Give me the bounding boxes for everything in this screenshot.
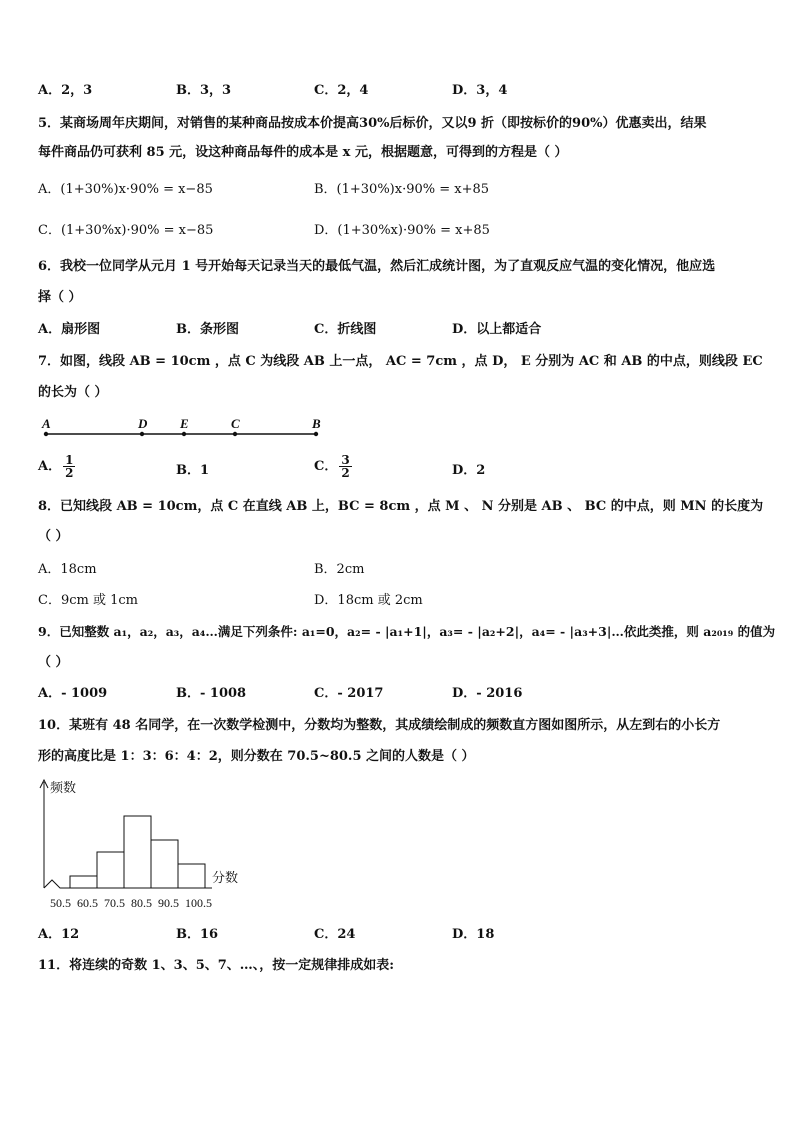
q10-option-a: A．12 [38,927,80,942]
q10-option-c: C．24 [314,927,356,942]
histogram-bar-1 [70,876,97,888]
fraction-denominator: 2 [341,466,350,480]
q5-stem-line1: 5．某商场周年庆期间，对销售的某种商品按成本价提高30%后标价，又以9 折（即按标价的90%）优惠卖出，结果 [38,116,707,131]
q5-option-d: D．(1+30%x)·90% = x+85 [314,223,490,238]
q7-option-a [38,454,75,479]
point-e-dot [182,432,186,436]
q5-option-a: A．(1+30%)x·90% = x−85 [38,182,213,197]
y-axis-label: 频数 [50,780,77,795]
point-e-label: E [180,416,189,431]
q10-option-d: D．18 [452,927,495,942]
q6-option-d: D．以上都适合 [452,322,542,337]
point-d-label: D [138,416,148,431]
q10-stem-line1: 10．某班有 48 名同学，在一次数学检测中，分数均为整数，其成绩绘制成的频数直方图如图所示，从左到右的小长方 [38,718,721,733]
q4-option-c: C．2，4 [314,83,369,98]
q9-stem-line1: 9．已知整数 a₁，a₂，a₃，a₄…满足下列条件: a₁=0，a₂= - |a₁+1|，a₃= - |a₂+2|，a₄= - |a₃+3|…依此类推，则 a₂₀₁₉ 的值为 [38,624,776,639]
point-c-dot [233,432,237,436]
point-c-label: C [231,416,240,431]
q7-stem-line1: 7．如图，线段 AB = 10cm ，点 C 为线段 AB 上一点， AC = 7cm ，点 D， E 分别为 AC 和 AB 的中点，则线段 EC [38,354,763,369]
fraction-numerator: 3 [341,453,350,467]
q7-segment-figure [38,414,338,444]
fraction-denominator: 2 [65,466,74,480]
point-a-label: A [42,416,51,431]
q8-stem-line1: 8．已知线段 AB = 10cm，点 C 在直线 AB 上，BC = 8cm ，点 M 、 N 分别是 AB 、 BC 的中点，则 MN 的长度为 [38,499,764,514]
q8-option-c: C．9cm 或 1cm [38,593,138,608]
x-tick-label: 90.5 [158,896,179,910]
q10-histogram [34,774,254,918]
point-b-label: B [312,416,321,431]
q11-stem-line1: 11．将连续的奇数 1、3、5、7、…、，按一定规律排成如表: [38,958,395,973]
q9-option-d: D．- 2016 [452,686,523,701]
x-tick-label: 100.5 [185,896,212,910]
q4-option-d: D．3，4 [452,83,508,98]
q8-option-b: B．2cm [314,562,365,577]
q6-option-b: B．条形图 [176,322,239,337]
q6-stem-line1: 6．我校一位同学从元月 1 号开始每天记录当天的最低气温，然后汇成统计图，为了直观反应气温的变化情况，他应选 [38,259,716,274]
q5-stem-line2: 每件商品仍可获利 85 元，设这种商品每件的成本是 x 元，根据题意，可得到的方程是（ ） [38,145,568,160]
q8-option-d: D．18cm 或 2cm [314,593,423,608]
q9-option-a: A．- 1009 [38,686,108,701]
q7-option-d: D．2 [452,463,486,478]
fraction-numerator: 1 [65,453,74,467]
q10-option-b: B．16 [176,927,219,942]
q7-option-a-fraction [63,454,75,479]
histogram-bar-3 [124,816,151,888]
axis-break-mark [44,880,70,888]
q6-option-a: A．扇形图 [38,322,101,337]
q4-option-b: B．3，3 [176,83,232,98]
q9-option-c: C．- 2017 [314,686,384,701]
point-d-dot [140,432,144,436]
point-a-dot [44,432,48,436]
x-tick-label: 50.5 [50,896,71,910]
histogram-bar-4 [151,840,178,888]
q9-option-b: B．- 1008 [176,686,247,701]
q7-option-c-label: C． [314,459,338,474]
q6-option-c: C．折线图 [314,322,377,337]
x-tick-label: 60.5 [77,896,98,910]
q5-option-c: C．(1+30%x)·90% = x−85 [38,223,214,238]
histogram-bar-5 [178,864,205,888]
q7-option-b: B．1 [176,463,210,478]
histogram-bar-2 [97,852,124,888]
q8-option-a: A．18cm [38,562,97,577]
q10-stem-line2: 形的高度比是 1：3：6：4：2，则分数在 70.5~80.5 之间的人数是（ ） [38,749,475,764]
x-tick-label: 70.5 [104,896,125,910]
q7-option-a-label: A． [38,459,62,474]
q7-option-c [314,454,352,479]
q6-stem-line2: 择（ ） [38,290,82,305]
q7-option-c-fraction [339,454,351,479]
q8-stem-line2: （ ） [38,529,69,544]
q4-option-a: A．2，3 [38,83,93,98]
x-axis-label: 分数 [212,870,239,885]
x-tick-label: 80.5 [131,896,152,910]
q7-stem-line2: 的长为（ ） [38,385,108,400]
q9-stem-line2: （ ） [38,655,69,670]
point-b-dot [314,432,318,436]
q5-option-b: B．(1+30%)x·90% = x+85 [314,182,490,197]
